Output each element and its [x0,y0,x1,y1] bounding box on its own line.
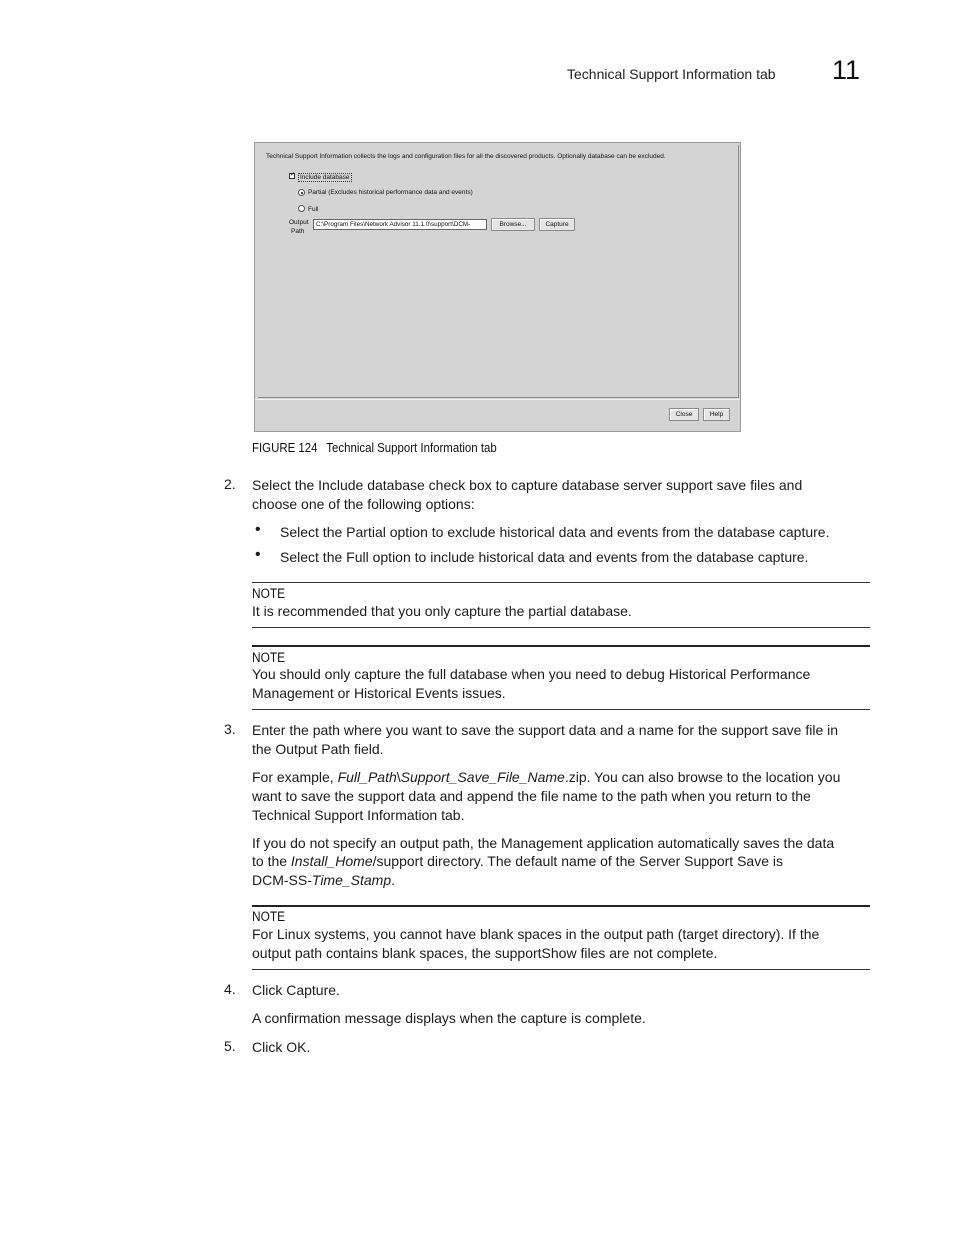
note-rule-top [252,645,870,647]
figure-label: FIGURE 124 [252,440,318,455]
ui-term-capture: Capture [286,982,337,998]
text: option to include historical data and events from the database capture. [368,549,809,565]
full-radio[interactable] [298,205,305,212]
text: to the [252,853,291,869]
step2-line2: choose one of the following options: [252,496,475,512]
text: . [336,982,340,998]
example-line1 [252,768,840,787]
note-text-line2: output path contains blank spaces, the supportShow files are not complete. [252,945,718,961]
text: the [252,741,276,757]
dialog-content-panel [258,145,739,398]
step4-result: A confirmation message displays when the capture is complete. [252,1010,646,1026]
output-path-label-line1: Output [289,219,309,226]
text: Select the [280,524,347,540]
browse-button[interactable]: Browse... [491,218,535,231]
dialog-button-bar [255,399,740,432]
ui-term-output-path: Output Path [275,741,351,757]
text: . [306,1039,311,1055]
bullet-icon: • [255,546,261,563]
full-label: Full [308,206,319,213]
example-line3 [252,806,464,825]
default-path-line3 [252,871,395,890]
figure-title: Technical Support Information tab [326,440,497,455]
note-text-line1: For Linux systems, you cannot have blank spaces in the output path (target directory). If the [252,926,820,942]
ui-term-partial: Partial [346,524,386,540]
running-header-title: Technical Support Information tab [567,66,776,82]
bullet-full [280,548,808,567]
text: tab. [437,807,465,823]
text: field. [350,741,384,757]
note-rule-bottom [252,627,870,628]
chapter-number: 11 [832,55,861,85]
note-heading: NOTE [252,909,286,924]
output-path-label-line2: Path [291,228,305,235]
text: Select the [280,549,347,565]
text: DCM-SS- [252,872,312,888]
step4-text [252,981,340,1000]
note-rule-top [252,905,870,907]
text: /support directory. The default name of the Server Support Save is [372,853,783,869]
text: option to exclude historical data and events from the database capture. [385,524,830,540]
partial-label: Partial (Excludes historical performance data and events) [308,189,473,196]
text: .zip. You can also browse to the location you [564,769,841,785]
step-number: 4. [224,981,236,997]
text: Select the [252,477,319,493]
include-database-label: Include database [300,174,350,181]
note-text-line1: You should only capture the full database when you need to debug Historical Performance [252,666,811,682]
text: Click [252,1039,287,1055]
note-text: It is recommended that you only capture the partial database. [252,603,632,619]
ui-term-include-database: Include database [318,477,425,493]
bullet-icon: • [255,521,261,538]
note-heading: NOTE [252,650,286,665]
step3-line1: Enter the path where you want to save the support data and a name for the support save file in [252,722,839,738]
step-number: 5. [224,1038,236,1054]
step2-line1 [252,476,802,495]
text: \ [396,769,401,785]
bullet-partial [280,523,829,542]
default-path-line1: If you do not specify an output path, the Management application automatically saves the data [252,835,835,851]
step3-line2 [252,740,384,759]
close-button[interactable]: Close [669,408,699,421]
note-rule-top [252,582,870,583]
capture-button[interactable]: Capture [539,218,575,231]
step-number: 3. [224,721,236,737]
ui-term-technical-support-information: Technical Support Information [252,807,438,823]
text: Click [252,982,287,998]
text: For example, [252,769,338,785]
text: . [391,872,396,888]
italic-term: Install_Home [290,853,373,869]
italic-term: Time_Stamp [311,872,392,888]
dialog-screenshot [254,142,741,432]
partial-radio[interactable] [298,189,305,196]
ui-term-full: Full [346,549,369,565]
note-text-line2: Management or Historical Events issues. [252,685,506,701]
step5-text [252,1038,310,1057]
note-heading: NOTE [252,586,286,601]
example-line2: want to save the support data and append the file name to the path when you return to the [252,788,811,804]
italic-term: Support_Save_File_Name [400,769,565,785]
italic-term: Full_Path [337,769,397,785]
output-path-input[interactable]: C:\Program Files\Network Advisor 11.1.0\support\DCM- [313,219,487,230]
step-number: 2. [224,476,236,492]
help-button[interactable]: Help [703,408,730,421]
include-database-checkbox[interactable] [289,173,295,179]
default-path-line2 [252,852,783,871]
text: check box to capture database server support save files and [424,477,803,493]
figure-caption [252,440,497,455]
ui-term-ok: OK [286,1039,307,1055]
note-rule-bottom [252,709,870,710]
dialog-intro-text: Technical Support Information collects the logs and configuration files for all the discovered products. Optionally database can be excluded. [266,153,666,160]
note-rule-bottom [252,969,870,970]
